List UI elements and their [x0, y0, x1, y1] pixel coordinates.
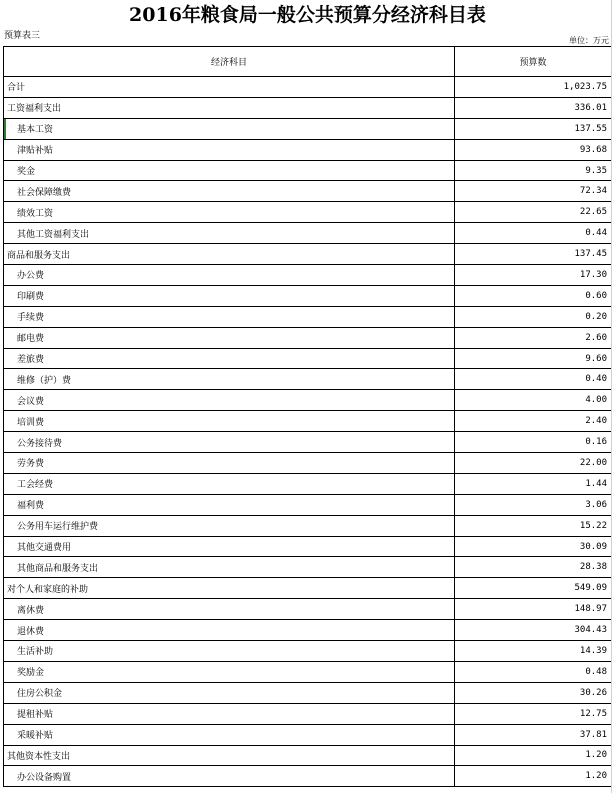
subject-cell[interactable]: 邮电费: [4, 327, 455, 348]
subject-cell[interactable]: 绩效工资: [4, 202, 455, 223]
subject-cell[interactable]: 其他商品和服务支出: [4, 557, 455, 578]
table-row: [4, 641, 612, 662]
amount-cell[interactable]: 2.40: [455, 411, 612, 432]
table-row: [4, 494, 612, 515]
table-row: [4, 411, 612, 432]
subject-cell[interactable]: 办公费: [4, 265, 455, 286]
table-row: [4, 578, 612, 599]
table-row: [4, 682, 612, 703]
table-row: [4, 181, 612, 202]
table-row: [4, 285, 612, 306]
amount-cell[interactable]: 0.48: [455, 661, 612, 682]
amount-cell[interactable]: 28.38: [455, 557, 612, 578]
header-subject[interactable]: 经济科目: [4, 47, 455, 77]
table-row: [4, 139, 612, 160]
table-row: [4, 745, 612, 766]
amount-cell[interactable]: 22.65: [455, 202, 612, 223]
amount-cell[interactable]: 0.40: [455, 369, 612, 390]
amount-cell[interactable]: 336.01: [455, 97, 612, 118]
table-row: [4, 306, 612, 327]
page-title: 2016年粮食局一般公共预算分经济科目表: [129, 4, 486, 26]
table-row: [4, 202, 612, 223]
header-row: [4, 47, 612, 77]
subject-cell[interactable]: 公务接待费: [4, 432, 455, 453]
subject-cell[interactable]: 其他交通费用: [4, 536, 455, 557]
amount-cell[interactable]: 14.39: [455, 641, 612, 662]
subject-cell[interactable]: 会议费: [4, 390, 455, 411]
amount-cell[interactable]: 17.30: [455, 265, 612, 286]
subject-cell[interactable]: 基本工资: [4, 118, 455, 139]
amount-cell[interactable]: 22.00: [455, 453, 612, 474]
subject-cell[interactable]: 培训费: [4, 411, 455, 432]
table-row: [4, 661, 612, 682]
table-row: [4, 160, 612, 181]
subject-cell[interactable]: 社会保障缴费: [4, 181, 455, 202]
amount-cell[interactable]: 2.60: [455, 327, 612, 348]
amount-cell[interactable]: 12.75: [455, 703, 612, 724]
table-row: [4, 97, 612, 118]
subject-cell[interactable]: 差旅费: [4, 348, 455, 369]
subject-cell[interactable]: 印刷费: [4, 285, 455, 306]
table-row: [4, 348, 612, 369]
table-row: [4, 432, 612, 453]
header-amount[interactable]: 预算数: [455, 47, 612, 77]
amount-cell[interactable]: 30.09: [455, 536, 612, 557]
subject-cell[interactable]: 福利费: [4, 494, 455, 515]
table-row: [4, 265, 612, 286]
amount-cell[interactable]: 0.44: [455, 223, 612, 244]
subject-cell[interactable]: 公务用车运行维护费: [4, 515, 455, 536]
sheet-right-edge: [611, 0, 612, 793]
table-row: [4, 515, 612, 536]
amount-cell[interactable]: 37.81: [455, 724, 612, 745]
table-row: [4, 557, 612, 578]
table-row: [4, 244, 612, 265]
subject-cell[interactable]: 办公设备购置: [4, 766, 455, 787]
subject-cell[interactable]: 奖励金: [4, 661, 455, 682]
subject-cell[interactable]: 商品和服务支出: [4, 244, 455, 265]
table-row: [4, 118, 612, 139]
subject-cell[interactable]: 提租补贴: [4, 703, 455, 724]
table-row: [4, 599, 612, 620]
table-row: [4, 766, 612, 787]
amount-cell[interactable]: 3.06: [455, 494, 612, 515]
amount-cell[interactable]: 72.34: [455, 181, 612, 202]
table-row: [4, 369, 612, 390]
unit-label: 单位：万元: [569, 36, 609, 45]
subject-cell[interactable]: 奖金: [4, 160, 455, 181]
amount-cell[interactable]: 0.20: [455, 306, 612, 327]
amount-cell[interactable]: 137.45: [455, 244, 612, 265]
table-row: [4, 390, 612, 411]
table-row: [4, 620, 612, 641]
table-row: [4, 724, 612, 745]
amount-cell[interactable]: 0.16: [455, 432, 612, 453]
amount-cell[interactable]: 1,023.75: [455, 77, 612, 98]
subject-cell[interactable]: 手续费: [4, 306, 455, 327]
amount-cell[interactable]: 93.68: [455, 139, 612, 160]
subject-cell[interactable]: 生活补助: [4, 641, 455, 662]
subject-cell[interactable]: 维修（护）费: [4, 369, 455, 390]
subject-cell[interactable]: 劳务费: [4, 453, 455, 474]
amount-cell[interactable]: 304.43: [455, 620, 612, 641]
amount-cell[interactable]: 1.44: [455, 473, 612, 494]
amount-cell[interactable]: 9.60: [455, 348, 612, 369]
amount-cell[interactable]: 148.97: [455, 599, 612, 620]
table-row: [4, 77, 612, 98]
amount-cell[interactable]: 15.22: [455, 515, 612, 536]
subject-cell[interactable]: 退休费: [4, 620, 455, 641]
amount-cell[interactable]: 1.20: [455, 766, 612, 787]
amount-cell[interactable]: 549.09: [455, 578, 612, 599]
table-number-label: 预算表三: [4, 31, 41, 41]
subject-cell[interactable]: 离休费: [4, 599, 455, 620]
subject-cell[interactable]: 津贴补贴: [4, 139, 455, 160]
table-row: [4, 453, 612, 474]
table-row: [4, 703, 612, 724]
subject-cell[interactable]: 工会经费: [4, 473, 455, 494]
subject-cell[interactable]: 其他资本性支出: [4, 745, 455, 766]
amount-cell[interactable]: 1.20: [455, 745, 612, 766]
amount-cell[interactable]: 9.35: [455, 160, 612, 181]
amount-cell[interactable]: 30.26: [455, 682, 612, 703]
amount-cell[interactable]: 137.55: [455, 118, 612, 139]
table-row: [4, 473, 612, 494]
subject-cell[interactable]: 其他工资福利支出: [4, 223, 455, 244]
subject-cell[interactable]: 住房公积金: [4, 682, 455, 703]
budget-table: [3, 46, 612, 787]
amount-cell[interactable]: 0.60: [455, 285, 612, 306]
table-row: [4, 223, 612, 244]
subject-cell[interactable]: 对个人和家庭的补助: [4, 578, 455, 599]
subject-cell[interactable]: 工资福利支出: [4, 97, 455, 118]
subject-cell[interactable]: 合计: [4, 77, 455, 98]
table-row: [4, 536, 612, 557]
table-row: [4, 327, 612, 348]
amount-cell[interactable]: 4.00: [455, 390, 612, 411]
subject-cell[interactable]: 采暖补贴: [4, 724, 455, 745]
